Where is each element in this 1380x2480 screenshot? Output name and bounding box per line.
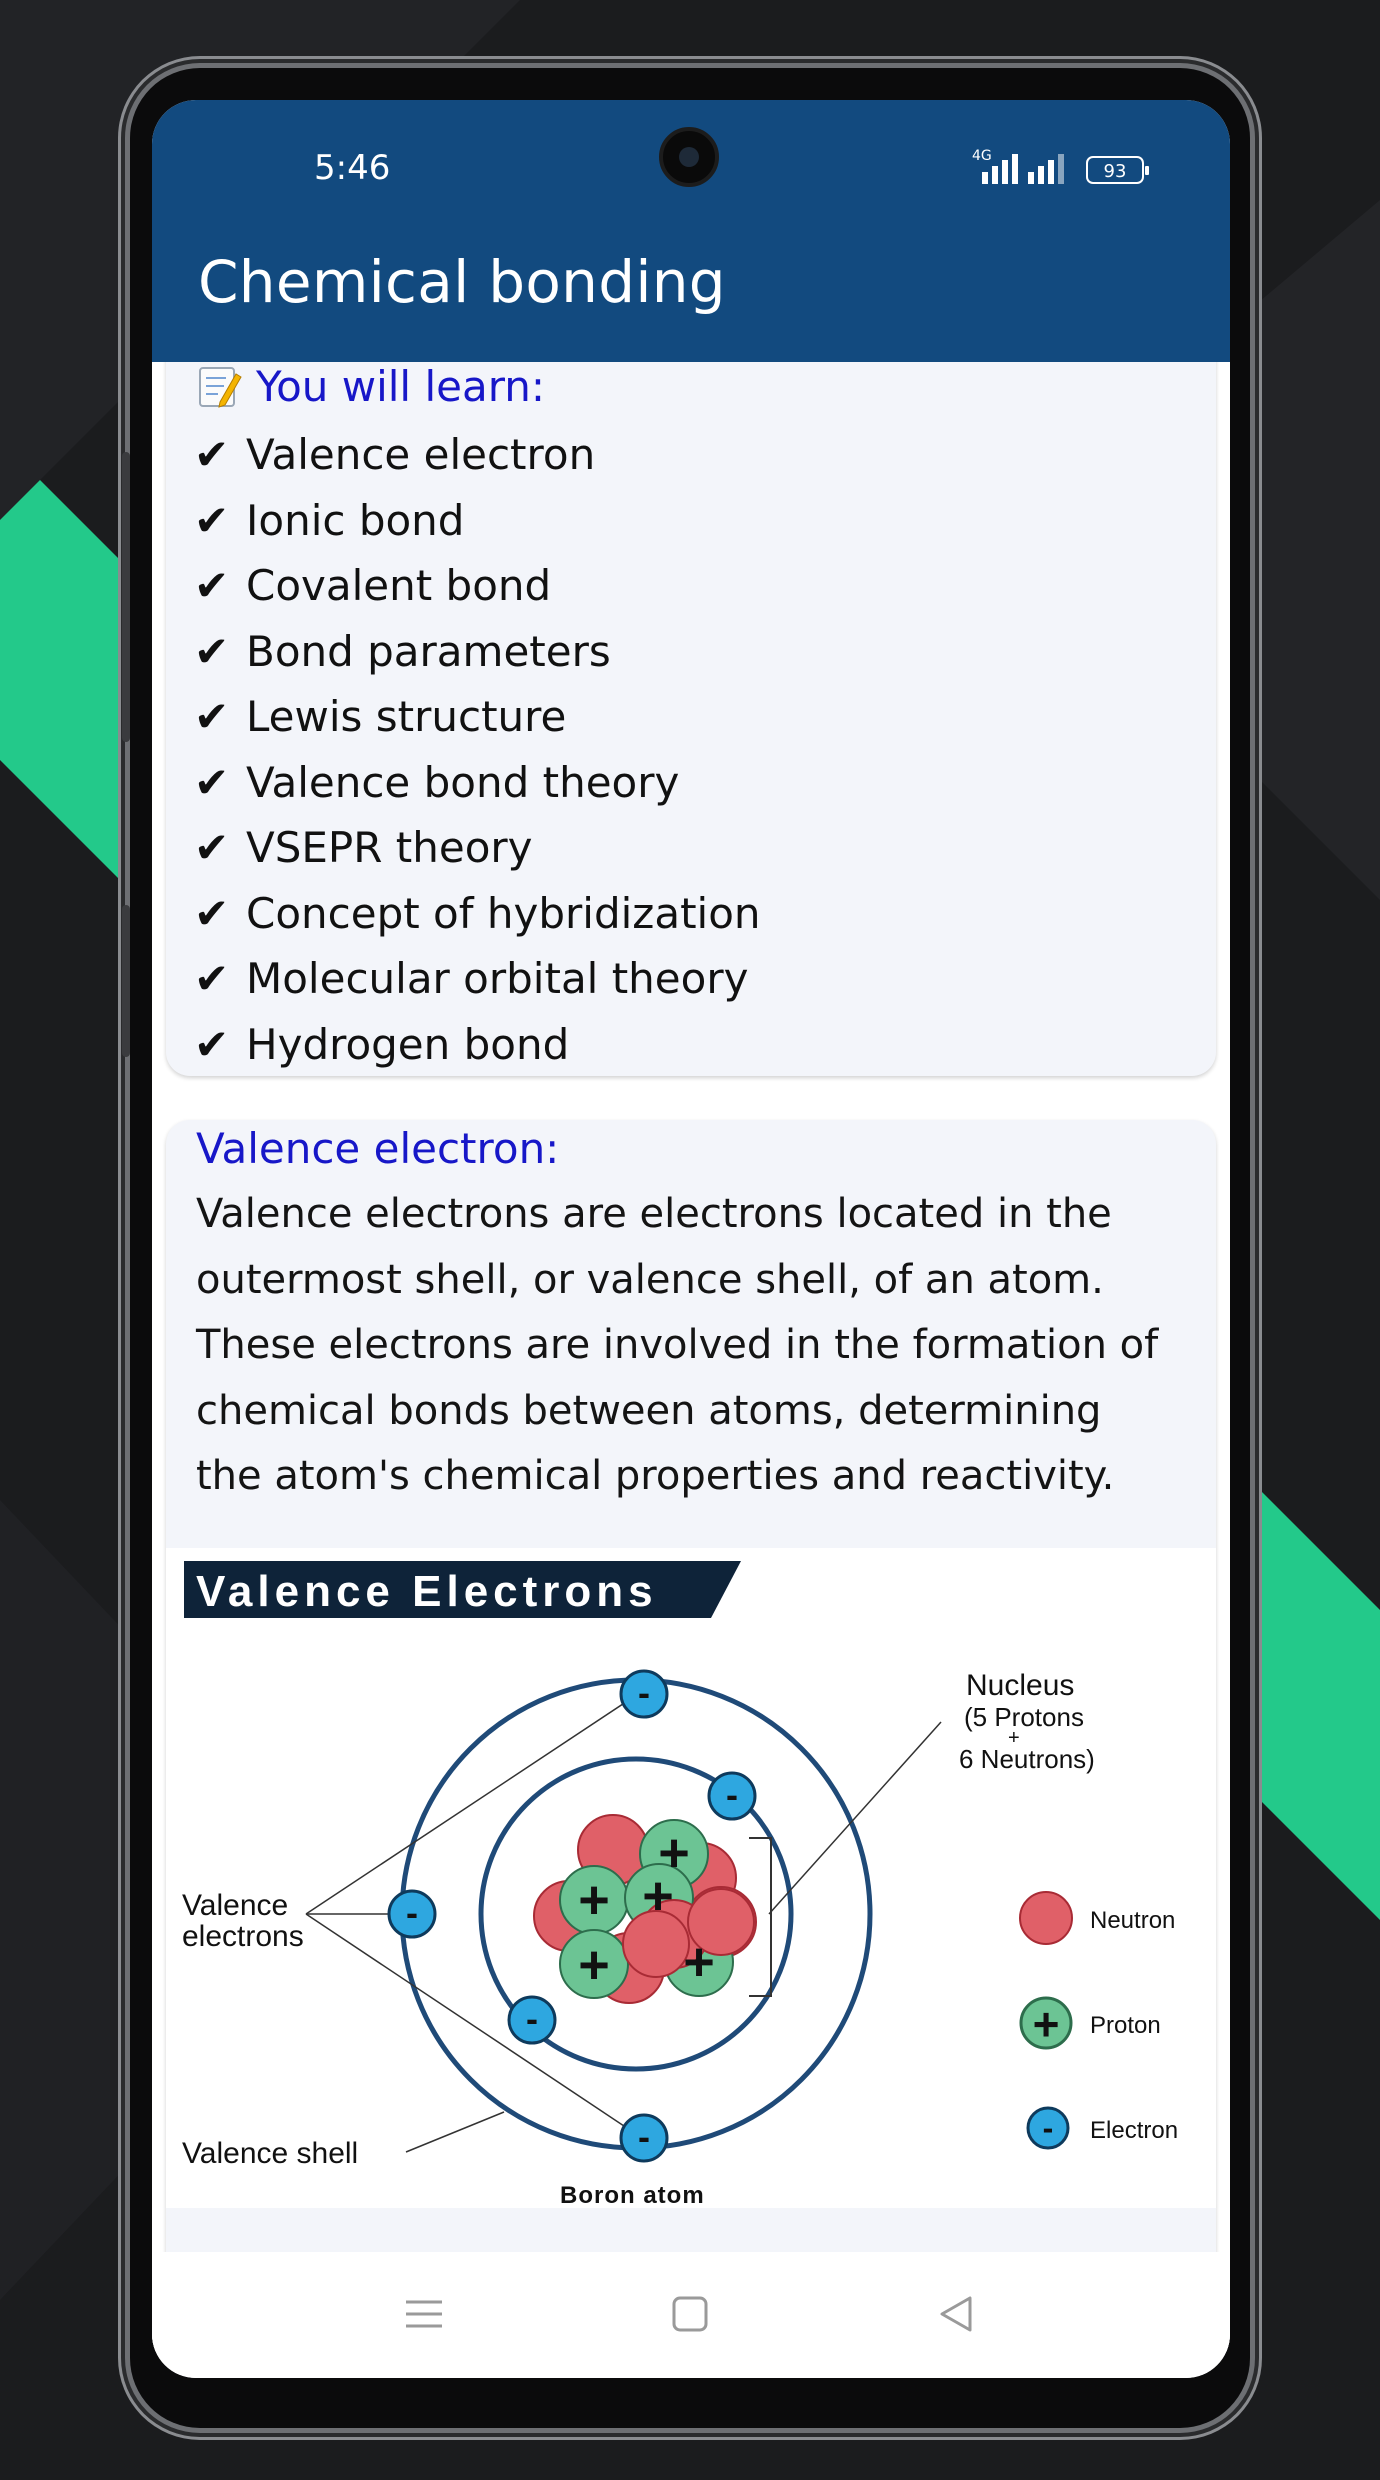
- list-item-label: Lewis structure: [246, 692, 567, 742]
- legend-proton-label: Proton: [1090, 2012, 1161, 2039]
- learn-heading: [196, 362, 545, 411]
- list-item: [194, 881, 761, 947]
- list-item: [194, 684, 761, 750]
- topic-heading: Valence electron:: [196, 1124, 560, 1173]
- list-item: [194, 750, 761, 816]
- network-type: 4G: [972, 148, 992, 164]
- list-item: [194, 619, 761, 685]
- memo-pencil-icon: [196, 364, 242, 410]
- list-item-label: Molecular orbital theory: [246, 954, 749, 1004]
- valence-electrons-figure: [166, 1548, 1216, 2208]
- valence-shell-label: Valence shell: [182, 2137, 359, 2170]
- checkmark-icon: ✔: [194, 626, 230, 676]
- svg-text:+: +: [658, 1823, 690, 1883]
- signal-icon: [1028, 154, 1064, 184]
- svg-text:-: -: [638, 2116, 650, 2157]
- list-item-label: Valence bond theory: [246, 757, 680, 807]
- status-icons: [972, 148, 1144, 184]
- nucleus-detail: 6 Neutrons): [959, 1744, 1095, 1774]
- list-item-label: Bond parameters: [246, 626, 611, 676]
- valence-electrons-label: electrons: [182, 1920, 304, 1953]
- checkmark-icon: ✔: [194, 757, 230, 807]
- home-square-icon[interactable]: [660, 2284, 720, 2344]
- checkmark-icon: ✔: [194, 692, 230, 742]
- list-item: [194, 946, 761, 1012]
- figure-caption: Boron atom: [560, 2182, 705, 2208]
- topic-card: [166, 1120, 1216, 2352]
- svg-text:-: -: [638, 1672, 650, 1713]
- page-title: Chemical bonding: [198, 248, 726, 316]
- svg-text:+: +: [578, 1870, 610, 1930]
- legend-neutron-label: Neutron: [1090, 1907, 1176, 1934]
- svg-text:-: -: [1042, 2110, 1054, 2146]
- list-item-label: Covalent bond: [246, 561, 552, 611]
- checkmark-icon: ✔: [194, 495, 230, 545]
- phone-side-button: [122, 905, 130, 1057]
- checkmark-icon: ✔: [194, 823, 230, 873]
- checkmark-icon: ✔: [194, 561, 230, 611]
- checkmark-icon: ✔: [194, 1019, 230, 1069]
- phone-screen: [152, 100, 1230, 2378]
- svg-text:+: +: [578, 1935, 610, 1995]
- svg-text:-: -: [406, 1892, 418, 1933]
- status-time: 5:46: [314, 148, 391, 188]
- svg-text:-: -: [726, 1774, 738, 1815]
- svg-text:+: +: [642, 1866, 674, 1926]
- learn-card: [166, 362, 1216, 1076]
- list-item: [194, 815, 761, 881]
- battery-icon: 93: [1086, 156, 1144, 184]
- legend-electron-label: Electron: [1090, 2117, 1179, 2144]
- nucleus-detail: (5 Protons: [964, 1702, 1084, 1732]
- list-item-label: Concept of hybridization: [246, 888, 761, 938]
- menu-icon[interactable]: [394, 2284, 454, 2344]
- paragraph-line: Valence electrons are electrons located in the: [196, 1191, 1112, 1237]
- app-bar: [152, 100, 1230, 362]
- figure-banner: Valence Electrons: [196, 1567, 658, 1616]
- checkmark-icon: ✔: [194, 430, 230, 480]
- list-item: [194, 553, 761, 619]
- signal-icon: [972, 148, 1018, 184]
- topic-paragraph: [196, 1182, 1196, 1510]
- valence-electrons-label: Valence: [182, 1889, 289, 1922]
- legend-neutron-swatch: [1020, 1892, 1072, 1944]
- phone-side-button: [122, 452, 130, 742]
- list-item-label: Ionic bond: [246, 495, 465, 545]
- front-camera: [659, 127, 719, 187]
- paragraph-line: chemical bonds between atoms, determining: [196, 1387, 1102, 1434]
- paragraph-line: These electrons are involved in the formation of: [196, 1322, 1159, 1368]
- figure-legend: [1020, 1892, 1178, 2148]
- checkmark-icon: ✔: [194, 954, 230, 1004]
- list-item-label: Valence electron: [246, 430, 596, 480]
- learn-list: [194, 422, 761, 1077]
- atom-diagram: [166, 1548, 1216, 2208]
- list-item: [194, 422, 761, 488]
- list-item-label: Hydrogen bond: [246, 1019, 570, 1069]
- checkmark-icon: ✔: [194, 888, 230, 938]
- system-nav-bar: [152, 2252, 1230, 2378]
- svg-text:-: -: [526, 1998, 538, 2039]
- list-item-label: VSEPR theory: [246, 823, 533, 873]
- paragraph-line: outermost shell, or valence shell, of an atom.: [196, 1256, 1104, 1303]
- list-item: [194, 488, 761, 554]
- content-scroll[interactable]: [152, 362, 1230, 2352]
- svg-text:+: +: [1032, 1998, 1060, 2050]
- nucleus-detail-plus: +: [1008, 1727, 1020, 1749]
- svg-text:+: +: [683, 1932, 715, 1992]
- nucleus-label: Nucleus: [966, 1669, 1075, 1702]
- learn-heading-text: You will learn:: [256, 362, 545, 411]
- back-triangle-icon[interactable]: [926, 2284, 986, 2344]
- paragraph-line: the atom's chemical properties and reactivity.: [196, 1453, 1115, 1499]
- list-item: [194, 1012, 761, 1078]
